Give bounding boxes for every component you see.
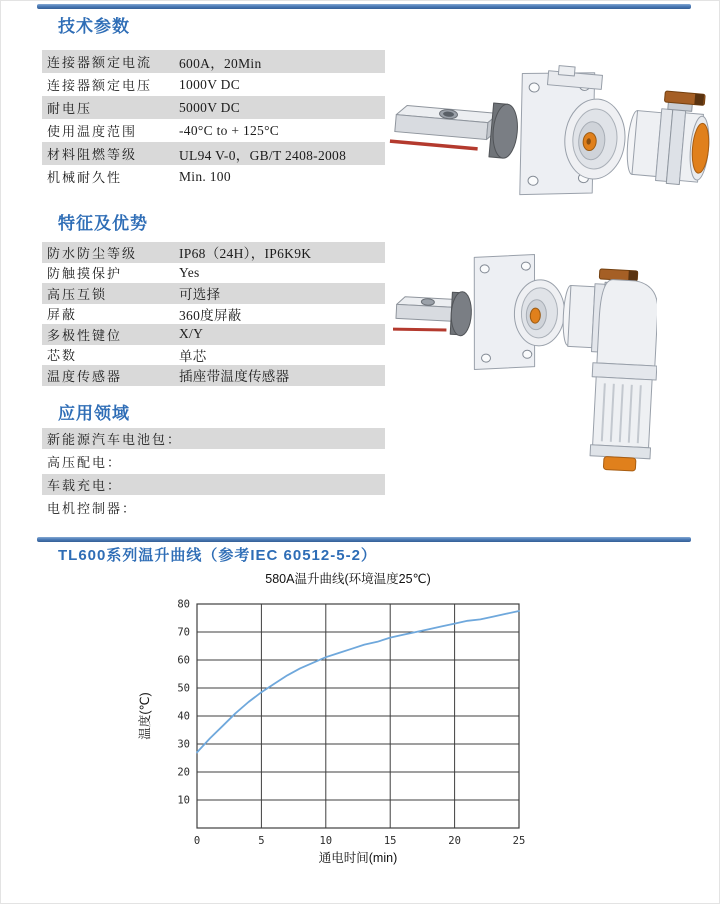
middle-divider-rule [37, 537, 691, 542]
spec-label: 防触摸保护 [47, 266, 123, 282]
spec-value: 5000V DC [179, 99, 241, 115]
spec-label: 多极性键位 [47, 327, 123, 343]
spec-row [42, 73, 385, 96]
features-table [42, 242, 385, 386]
plug-body [624, 88, 711, 187]
y-tick-label: 70 [177, 626, 190, 639]
x-tick-label: 5 [258, 835, 265, 847]
spec-label: 耐电压 [47, 101, 93, 116]
y-tick-label: 40 [177, 710, 190, 723]
spec-row [42, 165, 385, 188]
y-tick-label: 30 [177, 738, 190, 751]
spec-value: 600A，20Min [179, 55, 262, 71]
spec-value: Min. 100 [179, 168, 231, 184]
spec-label: 材料阻燃等级 [47, 147, 138, 162]
red-wire [393, 327, 446, 332]
application-row [42, 474, 385, 495]
spec-value: X/Y [179, 326, 204, 342]
spec-row [42, 345, 385, 366]
section-title-features: 特征及优势 [58, 214, 148, 233]
spec-row [42, 263, 385, 284]
spec-value: Yes [179, 264, 200, 280]
application-row [42, 428, 385, 449]
spec-label: 机械耐久性 [47, 170, 123, 185]
orange-end-cap [603, 456, 636, 471]
y-tick-label: 80 [177, 598, 190, 611]
spec-value: -40°C to + 125°C [179, 122, 280, 138]
spec-row [42, 324, 385, 345]
application-label: 高压配电： [47, 455, 123, 470]
tech-specs-table [42, 50, 385, 188]
application-row [42, 451, 385, 472]
right-angle-connector-render-image [393, 241, 657, 476]
seal-ring [450, 291, 472, 336]
spec-label: 连接器额定电压 [47, 78, 153, 93]
right-angle-plug-body [555, 267, 657, 472]
y-tick-label: 60 [177, 654, 190, 667]
x-tick-label: 20 [448, 835, 461, 847]
spec-label: 防水防尘等级 [47, 245, 138, 261]
spec-row [42, 142, 385, 165]
elbow-housing [597, 279, 657, 366]
contact-pin [530, 308, 541, 324]
spec-label: 高压互锁 [47, 286, 108, 302]
spec-value: 360度屏蔽 [179, 307, 242, 323]
spec-row [42, 283, 385, 304]
spec-row [42, 304, 385, 325]
y-tick-label: 50 [177, 682, 190, 695]
section-title-temp-rise-curve: TL600系列温升曲线（参考IEC 60512-5-2） [58, 547, 377, 564]
spec-value: 单芯 [179, 348, 207, 364]
seal-ring [489, 103, 520, 159]
chart-title: 580A温升曲线(环境温度25℃) [265, 572, 431, 586]
spec-label: 使用温度范围 [47, 124, 138, 139]
applications-list [42, 428, 385, 520]
spec-label: 芯数 [47, 348, 78, 364]
application-label: 新能源汽车电池包： [47, 432, 183, 447]
y-tick-label: 20 [177, 766, 190, 779]
spec-label: 屏蔽 [47, 307, 78, 323]
x-tick-label: 15 [383, 835, 397, 847]
section-title-applications: 应用领域 [58, 404, 130, 423]
spec-row [42, 119, 385, 142]
spec-value: UL94 V-0，GB/T 2408-2008 [179, 147, 347, 163]
application-row [42, 497, 385, 518]
top-divider-rule [37, 4, 691, 9]
spec-value: 可选择 [179, 287, 221, 303]
x-axis-label: 通电时间(min) [318, 851, 398, 865]
spec-row [42, 50, 385, 73]
application-label: 车载充电： [47, 478, 123, 493]
straight-connector-render-image [389, 54, 711, 218]
spec-row [42, 242, 385, 263]
spec-label: 连接器额定电流 [47, 55, 153, 70]
temperature-rise-chart [131, 567, 571, 879]
x-tick-label: 25 [512, 835, 526, 847]
spec-value: 插座带温度传感器 [179, 369, 290, 385]
busbar-terminal [395, 105, 499, 141]
spec-row [42, 96, 385, 119]
spec-value: IP68（24H），IP6K9K [179, 246, 312, 262]
y-axis-label: 温度(℃) [138, 692, 152, 740]
spec-row [42, 365, 385, 386]
section-title-tech-specs: 技术参数 [58, 17, 130, 36]
spec-label: 温度传感器 [47, 368, 123, 384]
socket-latch [547, 65, 603, 90]
application-label: 电机控制器： [47, 501, 138, 516]
spec-value: 1000V DC [179, 76, 241, 92]
red-wire [390, 141, 478, 149]
temperature-rise-chart-svg [131, 567, 571, 879]
x-tick-label: 0 [193, 835, 201, 847]
y-tick-label: 10 [177, 794, 190, 807]
x-tick-label: 10 [319, 835, 333, 847]
